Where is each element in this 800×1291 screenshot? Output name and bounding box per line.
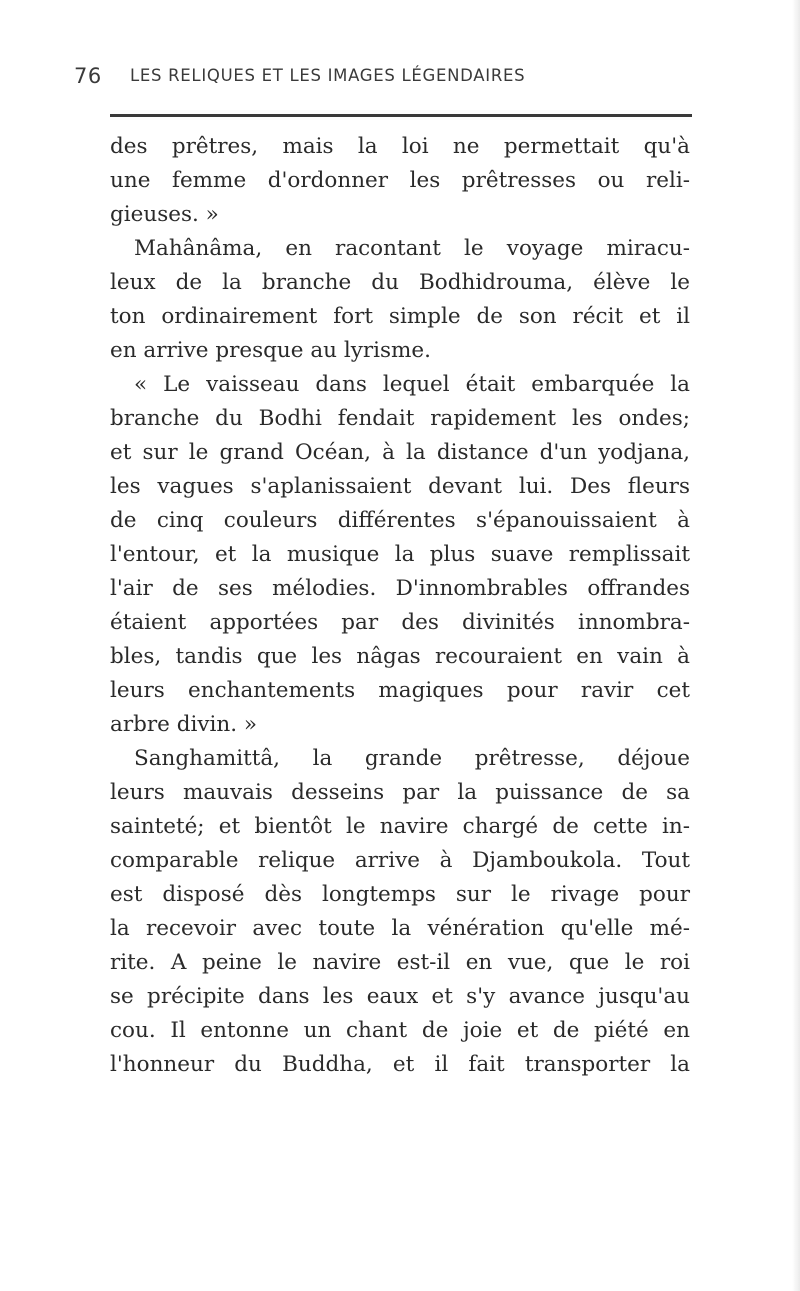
text-line: les vagues s'aplanissaient devant lui. Des fleurs [110, 474, 690, 499]
text-line: leux de la branche du Bodhidrouma, élève le [110, 270, 690, 295]
text-line: en arrive presque au lyrisme. [110, 338, 431, 363]
text-line: gieuses. » [110, 202, 219, 227]
text-line: leurs enchantements magiques pour ravir cet [110, 678, 690, 703]
text-line: l'honneur du Buddha, et il fait transporter la [110, 1052, 690, 1077]
text-line: la recevoir avec toute la vénération qu'elle mé- [110, 916, 690, 941]
text-line: Mahânâma, en racontant le voyage miracu- [134, 236, 690, 261]
text-line: arbre divin. » [110, 712, 258, 737]
text-line: étaient apportées par des divinités innombra- [110, 610, 690, 635]
text-line: des prêtres, mais la loi ne permettait qu'à [110, 134, 690, 159]
text-line: ton ordinairement fort simple de son récit et il [110, 304, 690, 329]
text-line: rite. A peine le navire est-il en vue, que le roi [110, 950, 690, 975]
running-head [74, 64, 734, 92]
text-line: une femme d'ordonner les prêtresses ou reli- [110, 168, 690, 193]
text-line: branche du Bodhi fendait rapidement les ondes; [110, 406, 690, 431]
text-line: l'air de ses mélodies. D'innombrables offrandes [110, 576, 690, 601]
page-number: 76 [74, 64, 102, 88]
header-rule [110, 114, 692, 117]
text-line: comparable relique arrive à Djamboukola. Tout [110, 848, 690, 873]
page-edge-shadow [792, 0, 800, 1291]
text-line: Sanghamittâ, la grande prêtresse, déjoue [134, 746, 690, 771]
text-line: leurs mauvais desseins par la puissance de sa [110, 780, 690, 805]
text-line: bles, tandis que les nâgas recouraient en vain à [110, 644, 690, 669]
text-line: « Le vaisseau dans lequel était embarquée la [134, 372, 690, 397]
text-line: et sur le grand Océan, à la distance d'un yodjana, [110, 440, 690, 465]
text-line: sainteté; et bientôt le navire chargé de cette in- [110, 814, 690, 839]
text-line: est disposé dès longtemps sur le rivage pour [110, 882, 690, 907]
text-line: se précipite dans les eaux et s'y avance jusqu'au [110, 984, 690, 1009]
text-line: de cinq couleurs différentes s'épanouissaient à [110, 508, 690, 533]
running-title: LES RELIQUES ET LES IMAGES LÉGENDAIRES [130, 66, 526, 85]
body-text [110, 130, 690, 1082]
text-line: l'entour, et la musique la plus suave remplissait [110, 542, 690, 567]
text-line: cou. Il entonne un chant de joie et de piété en [110, 1018, 690, 1043]
